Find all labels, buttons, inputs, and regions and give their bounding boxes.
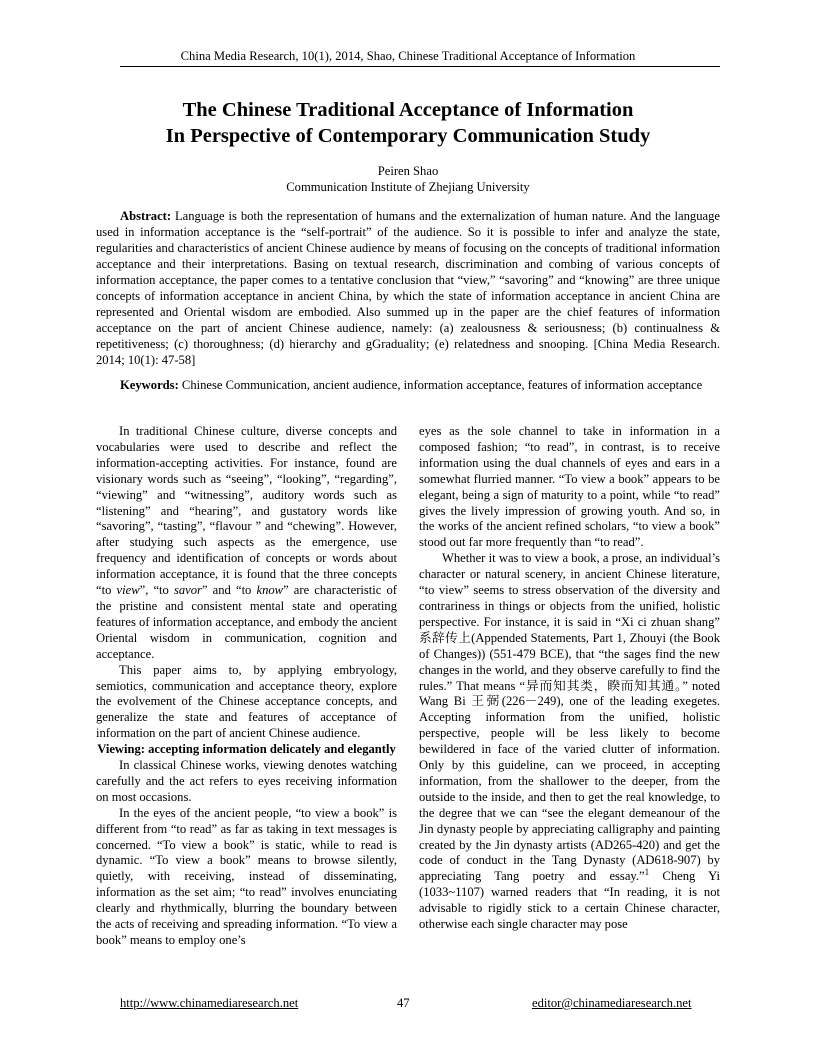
footer-email-link[interactable]: editor@chinamediaresearch.net xyxy=(532,996,692,1010)
abstract-text: Language is both the representation of humans and the externalization of human nature. And the language used in information acceptance is the “self-portrait” of the audience. So it is possible to infer and analyze the state, regularities and characteristics of ancient Chinese audience by means of focusing on the concepts of traditional information acceptance and their interpretations. Basing on textual research, discrimination and combing of various concepts of information acceptance, the paper comes to a tentative conclusion that “view,” “savoring” and “knowing” are three unique concepts of information acceptance in ancient China, by which the state of information acceptance in ancient China are represented and Oriental wisdom are embodied. Also summed up in the paper are the chief features of information acceptance on the part of ancient Chinese audience, namely: (a) zealousness & seriousness; (b) continualness & repetitiveness; (c) thoroughness; (d) hierarchy and gGraduality; (e) relatedness and snooping. [China Media Research. 2014; 10(1): 47-58] xyxy=(96,209,720,367)
page-number: 47 xyxy=(397,996,410,1010)
paper-title xyxy=(0,97,816,149)
keywords xyxy=(96,377,720,393)
paragraph: This paper aims to, by applying embryology, semiotics, communication and acceptance theory, explore the evolvement of the Chinese acceptance concepts, and generalize the state and features of acceptance of information on the part of ancient Chinese audience. xyxy=(96,662,397,741)
keywords-text: Chinese Communication, ancient audience, information acceptance, features of information acceptance xyxy=(181,378,703,392)
footer-website-link[interactable]: http://www.chinamediaresearch.net xyxy=(120,996,299,1010)
title-line-2: In Perspective of Contemporary Communication Study xyxy=(165,125,651,147)
keywords-label: Keywords: xyxy=(120,378,179,392)
author-name: Peiren Shao xyxy=(377,164,439,178)
right-column xyxy=(419,424,720,933)
paragraph: In the eyes of the ancient people, “to view a book” is different from “to read” as far as taking in text messages is concerned. “To view a book” is static, while to read is dynamic. “To view a book” means to browse silently, quietly, with receiving, instead of disseminating, information as the set aim; “to read” involves enunciating clearly and rhythmically, blurring the boundary between the acts of receiving and spreading information. “To view a book” means to employ one’s xyxy=(96,805,397,947)
page-footer xyxy=(0,995,816,1011)
section-heading: Viewing: accepting information delicately and elegantly xyxy=(97,742,396,757)
abstract-label: Abstract: xyxy=(120,209,172,223)
paragraph: In traditional Chinese culture, diverse concepts and vocabularies were used to describe and reflect the information-accepting activities. For instance, found are visionary words such as “seeing”, “looking”, “regarding”, “viewing” and “witnessing”, auditory words such as “listening” and “hearing”, and gustatory words like “savoring”, “tasting”, “flavour ” and “chewing”. However, after studying such aspects as the emergence, use frequency and identification of concepts or words about information acceptance, it is found that the three concepts “to view”, “to savor” and “to know” are characteristic of the pristine and consistent mental state and operating features of information acceptance, and embody the ancient Oriental wisdom in communication, cognition and acceptance. xyxy=(96,424,397,661)
title-line-1: The Chinese Traditional Acceptance of Information xyxy=(182,99,634,121)
paragraph: Whether it was to view a book, a prose, an individual’s character or natural scenery, in ancient Chinese literature, “to view” seems to stress observation of the diversity and contrariness in things or objects from the unified, holistic perspective. For instance, it is said in “Xi ci zhuan shang” 系辞传上(Appended Statements, Part 1, Zhouyi (the Book of Changes)) (551-479 BCE), that “the sages find the new changes in the world, and they observe carefully to find the rules.” That means “异而知其类，睽而知其通。” noted Wang Bi 王弼(226－249), one of the leading exegetes. Accepting information from the unified, holistic perspective, people will be less likely to become bewildered in face of the varied clutter of information. Only by this guideline, can we proceed, in accepting information, from the shallower to the deeper, from the outside to the inside, and then to get the real knowledge, to the degree that we can “see the elegant demeanour of the Jin dynasty people by appreciating calligraphy and painting created by the Jin dynasty artists (AD265-420) and get the code of conduct in the Tang Dynasty (AD618-907) by appreciating Tang poetry and essay.”$^1$ Cheng Yi (1033~1107) warned readers that “In reading, it is not advisable to rigidly stick to a certain Chinese character, otherwise each single character may pose xyxy=(419,551,721,932)
left-column xyxy=(96,424,397,949)
running-header: China Media Research, 10(1), 2014, Shao, Chinese Traditional Acceptance of Information xyxy=(180,49,636,63)
abstract xyxy=(96,208,720,368)
footnote-marker: 1 xyxy=(644,867,650,878)
header-rule xyxy=(120,66,720,67)
paragraph: In classical Chinese works, viewing denotes watching carefully and the act refers to eyes receiving information on most occasions. xyxy=(96,758,397,804)
author-affiliation: Communication Institute of Zhejiang University xyxy=(286,180,530,194)
paragraph: eyes as the sole channel to take in information in a composed fashion; “to read”, in contrast, is to receive information using the dual channels of eyes and ears in a somewhat flurried manner. “To view a book” appears to be elegant, being a sign of maturity to a point, while “to read” gives the lively impression of growing youth. And so, in the works of the ancient refined scholars, “to view a book” stood out far more frequently than “to read”. xyxy=(419,424,720,550)
